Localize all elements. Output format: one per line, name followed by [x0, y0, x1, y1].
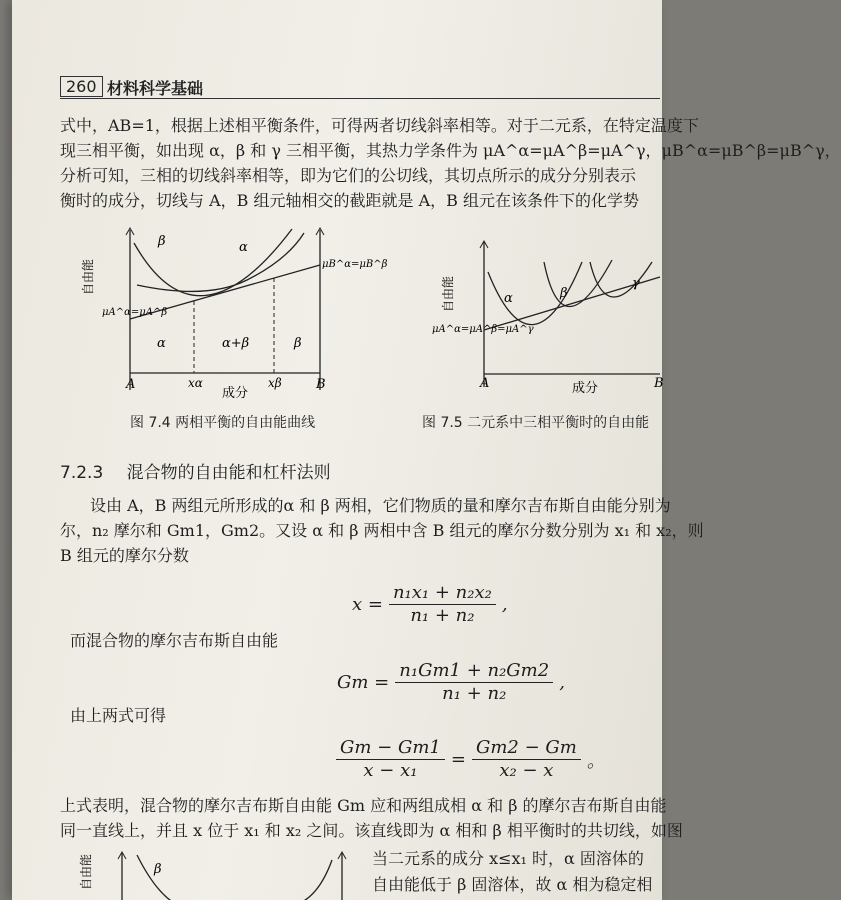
eq3-numerator-left: Gm − Gm1 [336, 737, 445, 760]
figbottom-ylabel: 自由能 [79, 853, 93, 890]
fig74-region-beta: β [294, 336, 302, 351]
paragraph2-line1: 设由 A，B 两组元所形成的α 和 β 两相，它们物质的量和摩尔吉布斯自由能分别为 [90, 496, 671, 515]
section-title: 混合物的自由能和杠杆法则 [126, 463, 331, 483]
eq2-numerator: n₁Gm1 + n₂Gm2 [395, 660, 553, 683]
paragraph3-line3: 当二元系的成分 x≤x₁ 时，α 固溶体的 [372, 849, 644, 868]
section-number: 7.2.3 [60, 463, 104, 483]
book-page [12, 0, 841, 900]
eq3-tail: 。 [586, 750, 605, 772]
eq1-lhs: x = [352, 594, 383, 615]
paragraph1-line1: 式中，AB=1，根据上述相平衡条件，可得两者切线斜率相等。对于二元系，在特定温度下 [60, 116, 699, 135]
fig74-xb: xβ [268, 376, 282, 390]
fig74-region-ab: α+β [222, 336, 250, 351]
eq3-numerator-right: Gm2 − Gm [472, 737, 581, 760]
equation-3 [330, 737, 605, 782]
eq2-lhs: Gm = [337, 672, 390, 693]
fig75-x-start: A [480, 376, 490, 391]
figure-7-5 [422, 232, 662, 402]
eq3-denominator-left: x − x₁ [363, 760, 418, 781]
paragraph2-line2: 尔，n₂ 摩尔和 Gm1，Gm2。又设 α 和 β 两相中含 B 组元的摩尔分数分别为 x₁ 和 x₂，则 [60, 521, 704, 540]
eq2-denominator: n₁ + n₂ [442, 683, 507, 704]
eq1-numerator: n₁x₁ + n₂x₂ [389, 582, 496, 605]
eq3-equals: = [450, 749, 466, 770]
equation-1 [352, 582, 508, 627]
paragraph1-line2: 现三相平衡，如出现 α，β 和 γ 三相平衡，其热力学条件为 μA^α=μA^β=μA^γ，μB^α=μB^β=μB^γ， [60, 141, 841, 160]
fig75-curve-alpha: α [504, 291, 513, 306]
fig74-ylabel: 自由能 [81, 258, 95, 295]
eq2-tail: , [559, 672, 565, 693]
paragraph3-line4: 自由能低于 β 固溶体，故 α 相为稳定相 [372, 875, 653, 894]
fig75-xlabel: 成分 [572, 381, 599, 396]
eq1-tail: , [501, 594, 508, 615]
fig74-region-alpha: α [157, 336, 166, 351]
eq3-denominator-right: x₂ − x [499, 760, 554, 781]
fig74-caption: 图 7.4 两相平衡的自由能曲线 [130, 415, 316, 431]
paragraph3-line1: 上式表明，混合物的摩尔吉布斯自由能 Gm 应和两组成相 α 和 β 的摩尔吉布斯自由能 [60, 796, 667, 815]
fig75-x-end: B [654, 376, 664, 391]
paragraph3-line2: 同一直线上，并且 x 位于 x₁ 和 x₂ 之间。该直线即为 α 相和 β 相平衡时的共切线，如图 [60, 821, 683, 840]
fig75-ylabel: 自由能 [441, 275, 455, 312]
eq1-denominator: n₁ + n₂ [410, 605, 475, 626]
paragraph1-line3: 分析可知，三相的切线斜率相等，即为它们的公切线，其切点所示的成分分别表示 [60, 166, 637, 185]
figure-bottom-partial [72, 845, 362, 900]
fig75-curve-gamma: γ [632, 276, 640, 291]
fig75-caption: 图 7.5 二元系中三相平衡时的自由能 [422, 415, 650, 431]
section-heading [60, 458, 331, 483]
fig74-x-end: B [316, 377, 326, 392]
fig74-curve-alpha: α [239, 240, 248, 255]
figure-7-4 [81, 225, 388, 401]
line-gibbs: 而混合物的摩尔吉布斯自由能 [70, 631, 279, 650]
fig74-xa: xα [188, 376, 203, 390]
figbottom-curve-beta: β [154, 862, 162, 877]
fig74-mu-b: μB^α=μB^β [322, 259, 388, 270]
fig75-curve-beta: β [560, 286, 568, 301]
line-from-above: 由上两式可得 [70, 706, 167, 725]
page-number: 260 [60, 76, 103, 97]
fig74-x-start: A [126, 377, 136, 392]
book-title: 材料科学基础 [107, 79, 204, 98]
fig74-xlabel: 成分 [222, 386, 249, 401]
header-rule [60, 98, 660, 99]
equation-2 [337, 660, 565, 705]
paragraph1-line4: 衡时的成分，切线与 A，B 组元轴相交的截距就是 A，B 组元在该条件下的化学势 [60, 191, 639, 210]
paragraph2-line3: B 组元的摩尔分数 [60, 546, 189, 565]
fig74-curve-beta: β [158, 234, 166, 249]
fig75-mu-a: μA^α=μA^β=μA^γ [432, 324, 534, 335]
fig74-mu-a: μA^α=μA^β [102, 307, 168, 318]
